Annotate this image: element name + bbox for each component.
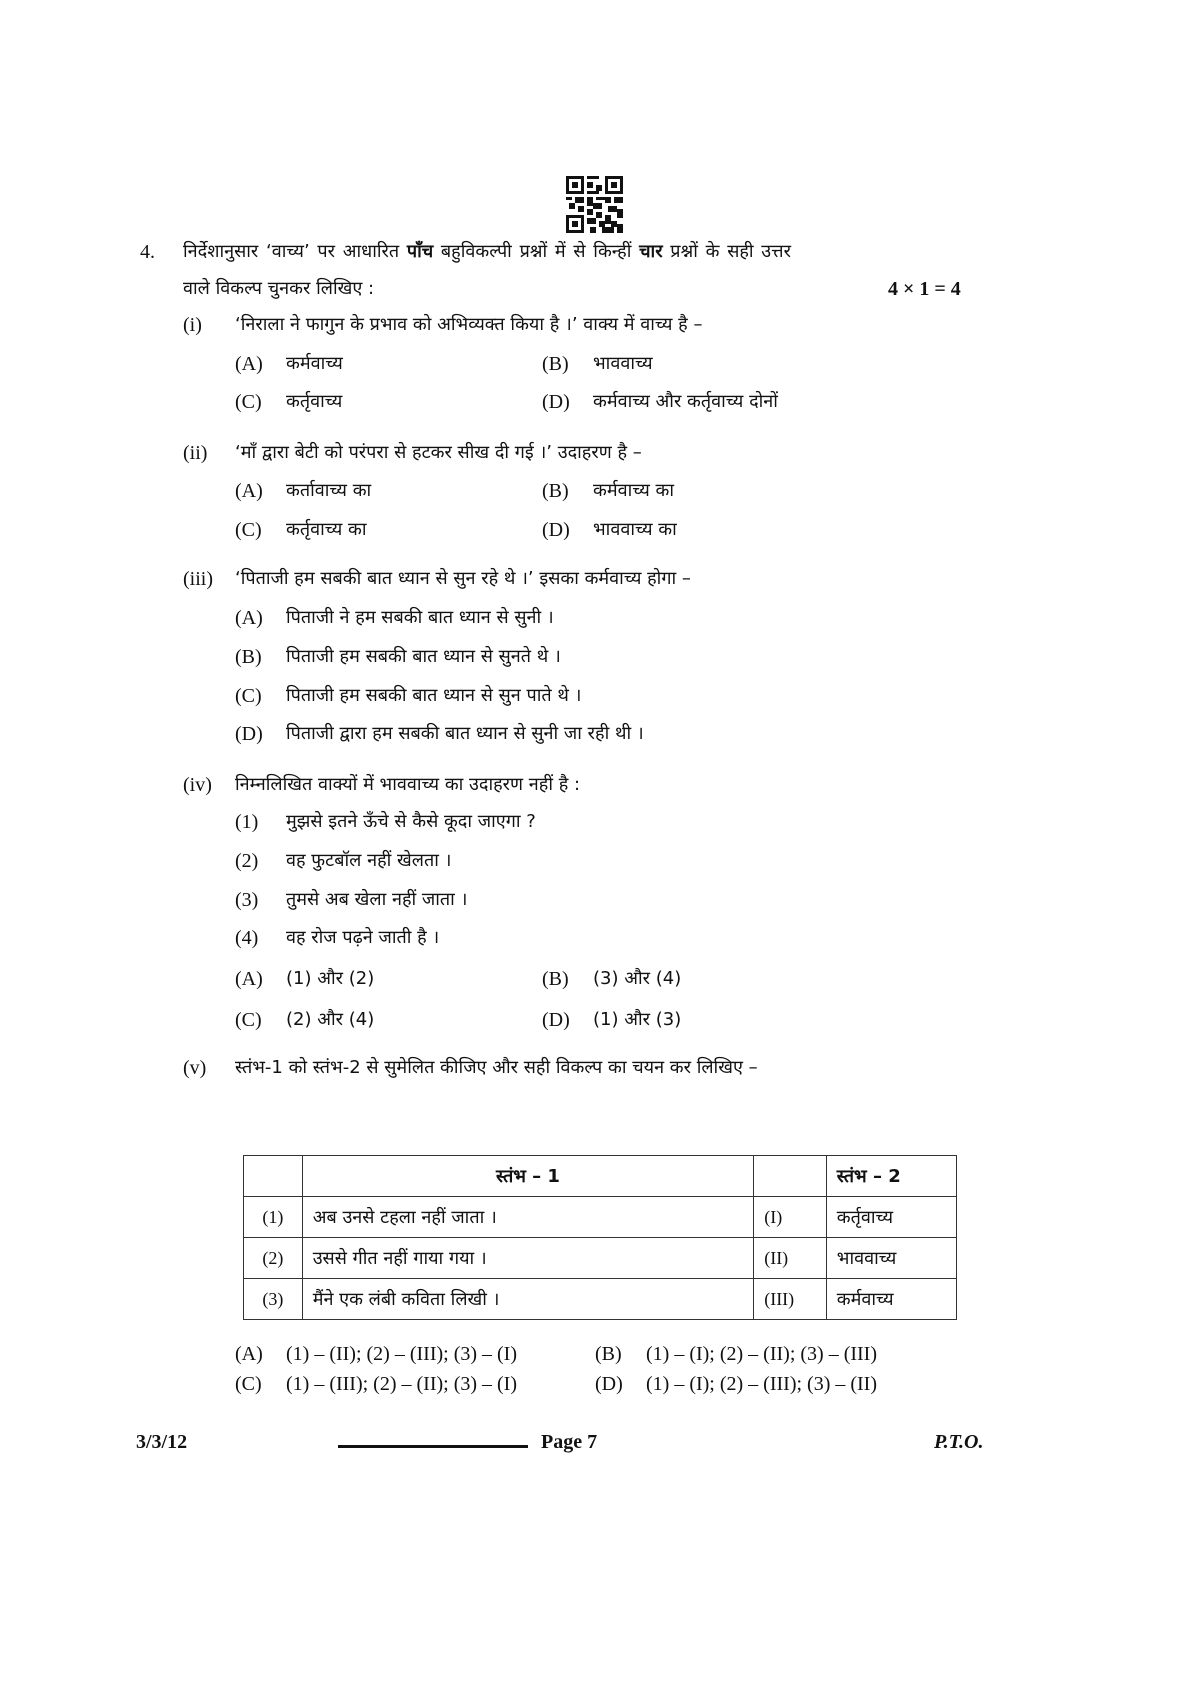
option-key: (A): [235, 353, 263, 375]
marks-allocation: 4 × 1 = 4: [888, 278, 961, 300]
option-key: (C): [235, 1373, 262, 1395]
question-number: 4.: [140, 241, 155, 263]
table-cell-sentence: उससे गीत नहीं गाया गया ।: [302, 1238, 754, 1279]
statement-key: (1): [235, 811, 259, 833]
option-text: (2) और (4): [286, 1009, 375, 1030]
option-text: (3) और (4): [593, 968, 682, 989]
option-text: पिताजी ने हम सबकी बात ध्यान से सुनी ।: [286, 607, 554, 628]
match-table: [243, 1155, 957, 1320]
option-text: कर्मवाच्य का: [593, 480, 675, 501]
instruction-text: बहुविकल्पी प्रश्नों में से किन्हीं: [433, 241, 640, 262]
please-turn-over: P.T.O.: [934, 1431, 984, 1453]
instruction-emphasis-five: पाँच: [406, 241, 434, 262]
question-instruction-line2: वाले विकल्प चुनकर लिखिए :: [183, 278, 375, 299]
table-header-column-1: स्तंभ – 1: [302, 1156, 754, 1197]
table-cell-key: (1): [244, 1197, 303, 1238]
option-text: पिताजी हम सबकी बात ध्यान से सुन पाते थे ।: [286, 685, 582, 706]
statement-key: (2): [235, 850, 259, 872]
instruction-text: प्रश्नों के सही उत्तर: [662, 241, 791, 262]
option-text: पिताजी द्वारा हम सबकी बात ध्यान से सुनी जा रही थी ।: [286, 723, 644, 744]
instruction-text: निर्देशानुसार ‘वाच्य’ पर आधारित: [183, 241, 407, 262]
option-key: (B): [235, 646, 262, 668]
table-cell-sentence: अब उनसे टहला नहीं जाता ।: [302, 1197, 754, 1238]
option-text: (1) – (III); (2) – (II); (3) – (I): [286, 1373, 517, 1395]
statement-text: वह फुटबॉल नहीं खेलता ।: [286, 850, 452, 871]
option-text: (1) – (I); (2) – (II); (3) – (III): [646, 1343, 877, 1365]
subquestion-label: (ii): [183, 442, 208, 464]
table-cell-key: (3): [244, 1279, 303, 1320]
page-number: Page 7: [541, 1431, 598, 1453]
table-row: [244, 1279, 957, 1320]
table-header-column-2: स्तंभ – 2: [826, 1156, 956, 1197]
option-text: (1) – (II); (2) – (III); (3) – (I): [286, 1343, 517, 1365]
paper-code: 3/3/12: [136, 1431, 188, 1453]
option-key: (C): [235, 1009, 262, 1031]
statement-key: (3): [235, 889, 259, 911]
subquestion-label: (i): [183, 314, 202, 336]
table-cell-voice: कर्मवाच्य: [826, 1279, 956, 1320]
table-cell-voice: भाववाच्य: [826, 1238, 956, 1279]
subquestion-text: ‘पिताजी हम सबकी बात ध्यान से सुन रहे थे ।’ इसका कर्मवाच्य होगा –: [235, 568, 691, 589]
option-text: भाववाच्य: [593, 353, 653, 374]
option-text: (1) और (2): [286, 968, 375, 989]
footer-divider: [338, 1445, 528, 1448]
instruction-emphasis-four: चार: [639, 241, 663, 262]
option-text: पिताजी हम सबकी बात ध्यान से सुनते थे ।: [286, 646, 561, 667]
table-row: [244, 1197, 957, 1238]
subquestion-text: ‘माँ द्वारा बेटी को परंपरा से हटकर सीख दी गई ।’ उदाहरण है –: [235, 442, 642, 463]
option-key: (D): [235, 723, 263, 745]
option-key: (A): [235, 607, 263, 629]
option-text: कर्मवाच्य: [286, 353, 343, 374]
statement-key: (4): [235, 927, 259, 949]
table-cell-sentence: मैंने एक लंबी कविता लिखी ।: [302, 1279, 754, 1320]
option-key: (A): [235, 1343, 263, 1365]
qr-code: [566, 176, 623, 233]
question-instruction-line1: [183, 240, 791, 264]
option-text: (1) और (3): [593, 1009, 682, 1030]
option-text: भाववाच्य का: [593, 519, 677, 540]
statement-text: तुमसे अब खेला नहीं जाता ।: [286, 889, 468, 910]
option-key: (D): [595, 1373, 623, 1395]
subquestion-label: (iv): [183, 774, 212, 796]
option-key: (B): [542, 968, 569, 990]
subquestion-label: (v): [183, 1057, 207, 1079]
option-key: (C): [235, 391, 262, 413]
option-text: (1) – (I); (2) – (III); (3) – (II): [646, 1373, 877, 1395]
statement-text: वह रोज पढ़ने जाती है ।: [286, 927, 440, 948]
table-cell-roman: (II): [754, 1238, 827, 1279]
option-key: (B): [542, 353, 569, 375]
option-text: कर्मवाच्य और कर्तृवाच्य दोनों: [593, 391, 778, 412]
subquestion-text: ‘निराला ने फागुन के प्रभाव को अभिव्यक्त किया है ।’ वाक्य में वाच्य है –: [235, 314, 703, 335]
table-header-row: [244, 1156, 957, 1197]
subquestion-label: (iii): [183, 568, 213, 590]
option-text: कर्तावाच्य का: [286, 480, 372, 501]
table-header-cell: [754, 1156, 827, 1197]
table-header-cell: [244, 1156, 303, 1197]
option-key: (B): [542, 480, 569, 502]
table-cell-key: (2): [244, 1238, 303, 1279]
option-key: (D): [542, 519, 570, 541]
option-key: (C): [235, 519, 262, 541]
option-key: (A): [235, 968, 263, 990]
option-key: (D): [542, 1009, 570, 1031]
option-key: (A): [235, 480, 263, 502]
subquestion-text: निम्नलिखित वाक्यों में भाववाच्य का उदाहरण नहीं है :: [235, 774, 581, 795]
table-cell-voice: कर्तृवाच्य: [826, 1197, 956, 1238]
option-key: (B): [595, 1343, 622, 1365]
option-text: कर्तृवाच्य: [286, 391, 343, 412]
table-row: [244, 1238, 957, 1279]
subquestion-text: स्तंभ-1 को स्तंभ-2 से सुमेलित कीजिए और सही विकल्प का चयन कर लिखिए –: [235, 1057, 758, 1078]
option-key: (C): [235, 685, 262, 707]
table-cell-roman: (I): [754, 1197, 827, 1238]
table-cell-roman: (III): [754, 1279, 827, 1320]
option-key: (D): [542, 391, 570, 413]
statement-text: मुझसे इतने ऊँचे से कैसे कूदा जाएगा ?: [286, 811, 536, 832]
option-text: कर्तृवाच्य का: [286, 519, 367, 540]
